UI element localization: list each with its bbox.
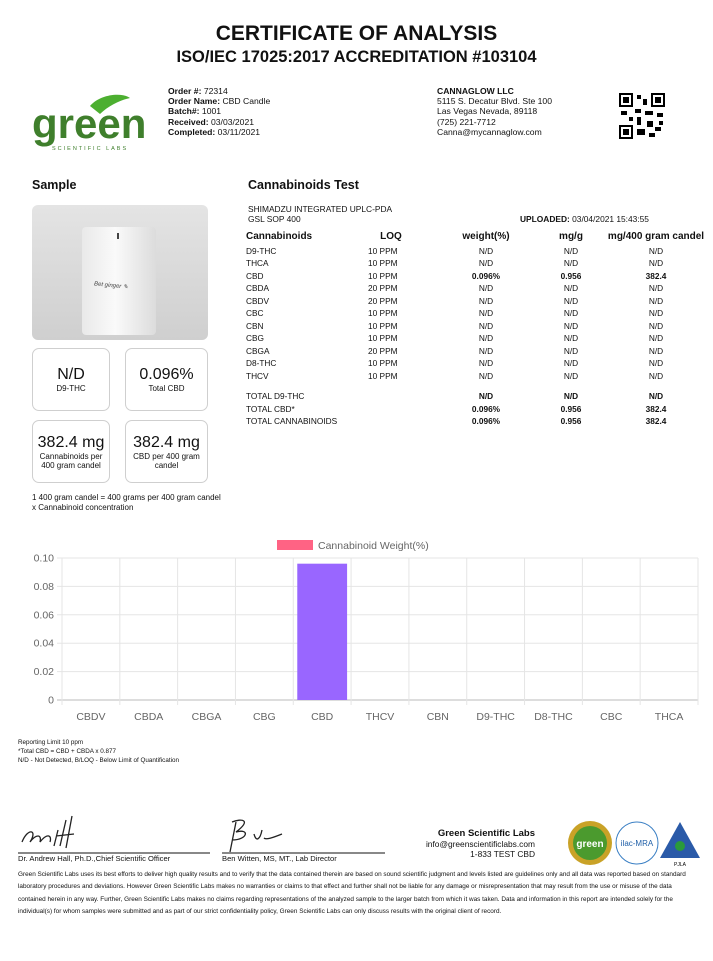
x-tick-label: CBD [311,711,334,723]
cell: D9-THC [246,245,277,256]
cell: 10 PPM [368,333,398,344]
cell: TOTAL CANNABINOIDS [246,416,338,427]
cell: N/D [563,370,579,381]
sample-photo [32,205,208,340]
cell: N/D [478,245,494,256]
cell: CBGA [246,345,270,356]
cell: CBN [246,320,264,331]
col-mg-g: mg/g [559,231,583,242]
cell [346,390,436,403]
table-row [246,295,706,308]
sample-heading: Sample [32,178,77,192]
footnote-total-cbd: *Total CBD = CBD + CBDA x 0.877 [18,748,116,756]
cannabinoid-weight-chart [20,535,710,730]
lab-contact [400,828,535,859]
cell: N/D [648,308,664,319]
table-row [246,345,706,358]
legend-swatch [277,540,313,550]
test-heading: Cannabinoids Test [248,178,359,192]
ilac-mra-badge-icon [616,822,658,864]
document-title: CERTIFICATE OF ANALYSIS [215,22,498,45]
svg-text:ilac-MRA: ilac-MRA [620,839,654,848]
table-row [246,245,706,258]
total-row [246,390,706,403]
cell: N/D [648,258,664,269]
y-tick-label: 0.06 [33,609,54,622]
total-cbd-summary: 0.096% Total CBD [125,348,208,411]
cell: N/D [563,308,579,319]
cell: CBDA [246,283,270,294]
cell: N/D [563,320,579,331]
cell: TOTAL D9-THC [246,391,305,402]
cell: N/D [478,370,494,381]
cell: 0.096% [471,416,501,427]
x-tick-label: CBG [252,711,276,723]
y-tick-label: 0 [48,694,54,707]
svg-text:PJLA: PJLA [674,862,686,868]
svg-text:SCIENTIFIC LABS: SCIENTIFIC LABS [52,146,129,152]
table-row [246,320,706,333]
x-tick-label: CBN [426,711,449,723]
signature-name-2: Ben Witten, MS, MT., Lab Director [222,854,337,863]
x-tick-label: CBDV [76,711,106,723]
cell: N/D [648,320,664,331]
table-row [246,370,706,383]
cell: N/D [563,345,579,356]
green-scientific-labs-logo [30,92,160,154]
y-tick-label: 0.04 [33,637,54,650]
uploaded-timestamp: UPLOADED: 03/04/2021 15:43:55 [520,214,649,224]
order-info: Order #: 72314 Order Name: CBD Candle Batch#: 1001 Received: 03/03/2021 Completed: 03/11/2021 [168,86,271,137]
cell: N/D [478,391,494,402]
col-weight: weight(%) [462,231,510,242]
bar-cbd [297,564,347,700]
test-method: SHIMADZU INTEGRATED UPLC-PDA GSL SOP 400 [248,204,393,224]
cell: THCV [246,370,269,381]
cell: 10 PPM [368,258,398,269]
cell: CBD [246,270,264,281]
cell: 20 PPM [368,295,398,306]
batch-number: 1001 [201,106,222,117]
cell: N/D [563,295,579,306]
table-row [246,282,706,295]
cell: N/D [563,333,579,344]
svg-text:green: green [576,839,604,850]
cell: N/D [648,283,664,294]
lab-name: Green Scientific Labs [437,828,535,839]
accreditation-badges [566,818,701,868]
cell: N/D [478,345,494,356]
cell: 0.956 [560,270,582,281]
table-row [246,307,706,320]
d9-thc-summary: N/D D9-THC [32,348,110,411]
legend-label: Cannabinoid Weight(%) [318,540,429,552]
cell: 10 PPM [368,245,398,256]
col-loq: LOQ [380,231,402,242]
cell: N/D [478,320,494,331]
col-mg-400g: mg/400 gram candel [607,231,705,242]
cell: N/D [648,333,664,344]
green-certified-badge-icon [568,821,612,865]
cell: N/D [648,295,664,306]
x-tick-label: THCV [365,711,395,723]
svg-text:green: green [32,100,147,147]
cell: N/D [478,283,494,294]
cell [346,403,436,416]
cell: 10 PPM [368,358,398,369]
qr-code [619,93,665,139]
cell: N/D [478,308,494,319]
cell [346,415,436,428]
cell: 382.4 [645,270,667,281]
x-tick-label: THCA [654,711,684,723]
cell: N/D [648,391,664,402]
x-tick-label: CBC [600,711,623,723]
client-address-1: 5115 S. Decatur Blvd. Ste 100 [437,96,552,107]
cell: N/D [563,245,579,256]
cell: TOTAL CBD* [246,403,295,414]
cell: THCA [246,258,269,269]
cell: CBDV [246,295,270,306]
cell: 0.096% [471,403,501,414]
cell: 10 PPM [368,308,398,319]
table-row [246,357,706,370]
cell: N/D [478,258,494,269]
y-tick-label: 0.02 [33,666,54,679]
footnote-reporting-limit: Reporting Limit 10 ppm [18,739,84,746]
cell: D8-THC [246,358,277,369]
cell: N/D [648,370,664,381]
total-row [246,403,706,416]
x-tick-label: CBGA [191,711,222,723]
cbd-per-candle-summary: 382.4 mg CBD per 400 gram candel [125,420,208,483]
cell: 10 PPM [368,270,398,281]
x-tick-label: D8-THC [534,711,573,723]
cell: N/D [563,283,579,294]
table-row [246,270,706,283]
table-row [246,332,706,345]
calculation-note: 1 400 gram candel = 400 grams per 400 gram candel x Cannabinoid concentration [32,493,221,512]
cell: N/D [648,345,664,356]
lab-phone: 1-833 TEST CBD [470,849,535,859]
cell: 382.4 [645,416,667,427]
cell: CBG [246,333,264,344]
footnotes [18,738,179,766]
accreditation-subtitle: ISO/IEC 17025:2017 ACCREDITATION #103104 [176,48,537,66]
cell: 20 PPM [368,283,398,294]
pjla-badge-icon [660,822,700,868]
cell: N/D [563,258,579,269]
x-tick-label: CBDA [134,711,164,723]
total-row [246,415,706,428]
cell: 0.096% [471,270,501,281]
cell: N/D [478,358,494,369]
cannabinoids-per-candle-summary: 382.4 mg Cannabinoids per 400 gram candel [32,420,110,483]
client-address-2: Las Vegas Nevada, 89118 [437,106,538,117]
cell: 0.956 [560,403,582,414]
client-email: Canna@mycannaglow.com [437,126,542,137]
signature-name-1: Dr. Andrew Hall, Ph.D.,Chief Scientific Officer [18,854,171,863]
client-phone: (725) 221-7712 [437,116,496,127]
cell: 20 PPM [368,345,398,356]
completed-date: 03/11/2021 [217,126,261,137]
cell: 10 PPM [368,370,398,381]
cell: 10 PPM [368,320,398,331]
cell: N/D [563,391,579,402]
cell: N/D [478,333,494,344]
cannabinoids-table [246,232,706,428]
y-tick-label: 0.08 [33,580,54,593]
cell: CBC [246,308,264,319]
col-cannabinoids: Cannabinoids [246,231,313,242]
client-name: CANNAGLOW LLC [437,86,514,96]
cell: N/D [648,358,664,369]
disclaimer: Green Scientific Labs uses its best efforts to deliver high quality results and to verify that the data contained therein are based on sound scientific judgment and levels listed are guidelines only and all data was reported based on standard laboratory procedures and deviations. However Green Scientific Labs makes no warranties or claims to that effect and further shall not be liable for any damage or misrepresentation that may result from the use or misuse of the data contained herein in any way. Further, Green Scientific Labs makes no claims regarding representations of the analyzed sample to the larger batch from which it was taken. Data and information in this report are intended solely for the individual(s) for whom samples were submitted and as part of our strict confidentiality policy, Green Scientific Labs can only discuss results with the original client of record. [18,871,686,915]
received-date: 03/03/2021 [211,116,255,127]
client-info [437,86,552,137]
y-tick-label: 0.10 [33,552,54,565]
order-name: CBD Candle [222,96,271,107]
cell: N/D [563,358,579,369]
candle-image: Bet ginger ✎ [82,227,156,335]
cell: N/D [478,295,494,306]
cell: 0.956 [560,416,582,427]
x-tick-label: D9-THC [476,711,515,723]
order-number: 72314 [203,86,228,96]
cell: N/D [648,245,664,256]
lab-email[interactable]: info@greenscientificlabs.com [425,839,535,849]
footnote-nd: N/D - Not Detected, B/LOQ - Below Limit of Quantification [18,757,179,765]
cell: 382.4 [645,403,667,414]
table-row [246,257,706,270]
